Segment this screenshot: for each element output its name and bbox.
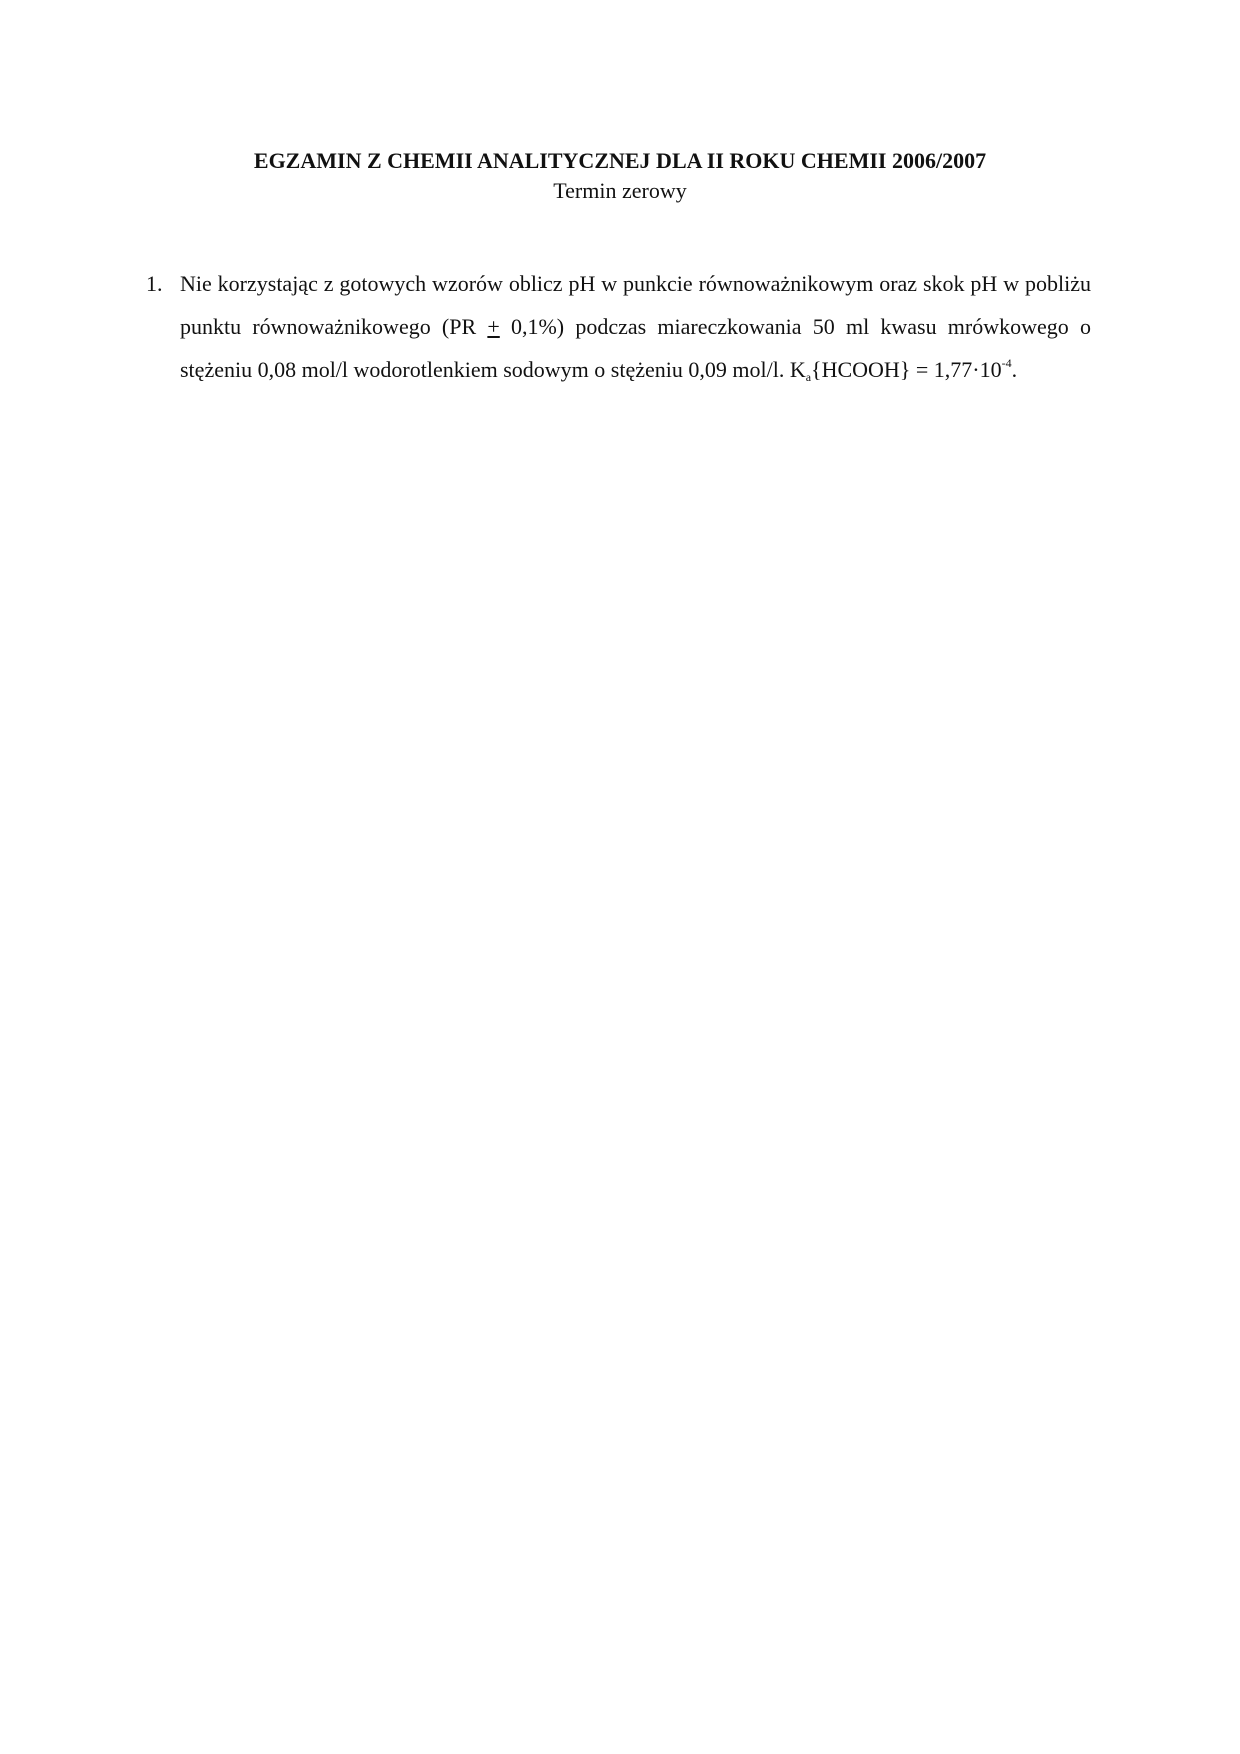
exam-title: EGZAMIN Z CHEMII ANALITYCZNEJ DLA II ROKU CHEMII 2006/2007 — [253, 148, 987, 173]
question-number: 1. — [146, 271, 163, 296]
question-text-part-2: 0,1%) podczas miareczkowania 50 ml kwasu mrówkowego o stężeniu 0,08 mol/l wodorotlenkiem sodowym o stężeniu 0,09 mol/l. K — [180, 314, 1091, 382]
question-text-end: . — [1011, 357, 1018, 382]
ka-subscript: a — [805, 370, 812, 384]
document-header — [0, 146, 1240, 206]
exam-subtitle: Termin zerowy — [553, 178, 687, 203]
question-text-part-3: {HCOOH} = 1,77·10 — [811, 357, 1002, 382]
plus-minus-symbol: + — [487, 314, 500, 339]
ka-exponent: -4 — [1001, 356, 1012, 370]
question-1 — [146, 262, 1091, 391]
question-text — [180, 262, 1091, 391]
question-text-part-1: Nie korzystając z gotowych wzorów oblicz pH w punkcie równoważnikowym oraz skok pH w pobliżu punktu równoważnikowego (PR — [180, 271, 1091, 339]
